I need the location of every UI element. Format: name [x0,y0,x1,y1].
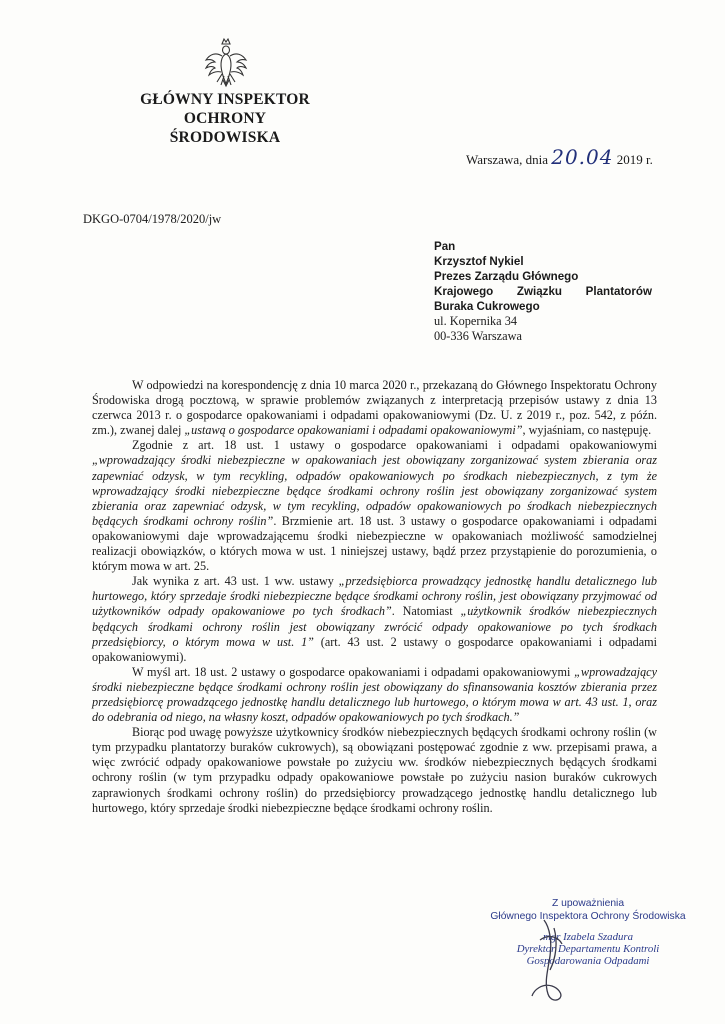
paragraph-1 [92,378,657,438]
date-year: 2019 r. [616,152,653,167]
addressee-salutation: Pan [434,240,456,253]
addressee-name: Krzysztof Nykiel [434,255,524,268]
p1-text-1: W odpowiedzi na korespondencję z dnia 10 marca 2020 r., przekazaną do Głównego Inspektoratu Ochrony Środowiska drogą pocztową, w sprawie problemów związanych z interpretacją przepisów ustawy z dnia 13 czerwca 2013 r. o gospodarce opakowaniami i odpadami opakowaniowymi (Dz. U. z 2019 r., poz. 542, z późn. zm.), zwanej dalej [92,378,657,438]
date-place: Warszawa, dnia [466,152,548,167]
issuer-heading [130,90,320,147]
paragraph-5 [92,725,657,816]
stamp-line-1: Z upoważnienia [551,898,625,909]
addressee-position: Prezes Zarządu Głównego [434,270,579,283]
p3-italic-2: „użytkownik środków niebezpiecznych będących środkami ochrony roślin jest obowiązany zwrócić odpady opakowaniowe po tych środkach przedsiębiorcy, o którym mowa w ust. 1” [92,604,657,649]
paragraph-4 [92,665,657,725]
p4-italic-1: „wprowadzający środki niebezpieczne będące środkami ochrony roślin jest obowiązany do sfinansowania kosztów zbierania przez przedsiębiorcę prowadzącego jednostkę handlu detalicznego lub hurtowego, o którym mowa w art. 43 ust. 1, oraz do odebrania od niego, na własny koszt, odpadów opakowaniowych po tych środkach.” [92,664,657,725]
addressee-block [434,239,652,344]
p3-text-1: Jak wynika z art. 43 ust. 1 ww. ustawy [132,574,339,589]
p4-text-1: W myśl art. 18 ust. 2 ustawy o gospodarce opakowaniami i odpadami opakowaniowymi [132,664,575,679]
reference-number: DKGO-0704/1978/2020/jw [83,212,222,226]
issuer-line-1: GŁÓWNY INSPEKTOR [140,91,310,108]
stamp-title-1: Dyrektor Departamentu Kontroli [516,943,660,956]
addressee-city: 00-336 Warszawa [434,329,522,343]
stamp-title-2: Gospodarowania Odpadami [526,955,650,968]
stamp-line-2: Głównego Inspektora Ochrony Środowiska [490,910,686,922]
p1-text-2: , wyjaśniam, co następuję. [522,423,652,438]
p2-italic-1: „wprowadzający środki niebezpieczne w opakowaniach jest obowiązany zorganizować system zbierania oraz zapewniać odzysk, w tym recykling, odpadów opakowaniowych po środkach niebezpiecznych, z tym że wprowadzający środki niebezpieczne będące środkami ochrony roślin jest obowiązany zorganizować system zbierania oraz zapewniać odzysk, w tym recykling, odpadów opakowaniowych po środkach niebezpiecznych będących środkami ochrony roślin” [92,453,657,528]
letter-body [92,378,657,816]
handwritten-signature-icon [514,916,584,1006]
p3-text-3: (art. 43 ust. 2 ustawy o gospodarce opakowaniami i odpadami opakowaniowymi). [92,634,657,664]
p3-italic-1: „przedsiębiorca prowadzący jednostkę handlu detalicznego lub hurtowego, który sprzedaje środki niebezpieczne będące środkami ochrony roślin, jest obowiązany przyjmować od użytkowników odpady opakowaniowe po tych środkach” [92,574,657,619]
addressee-organization-1: Krajowego Związku Plantatorów [434,285,652,298]
paragraph-2 [92,438,657,574]
issuer-line-2: OCHRONY ŚRODOWISKA [169,110,281,146]
addressee-street: ul. Kopernika 34 [434,314,517,328]
addressee-organization-2: Buraka Cukrowego [434,300,540,313]
p2-text-1: Zgodnie z art. 18 ust. 1 ustawy o gospodarce opakowaniami i odpadami opakowaniowymi [132,438,657,453]
stamp-name: mgr Izabela Szadura [543,931,633,943]
p3-text-2: . Natomiast [391,604,461,619]
p5-text-1: Biorąc pod uwagę powyższe użytkownicy środków niebezpiecznych będących środkami ochrony roślin (w tym przypadku plantatorzy buraków cukrowych), są obowiązani postępować zgodnie z ww. przepisami prawa, a więc zwrócić odpady opakowaniowe powstałe po zużyciu ww. środków niebezpiecznych będących środkami ochrony roślin (w tym przypadku odpady opakowaniowe powstałe po zużyciu nasion buraków cukrowych zaprawionych środkami ochrony roślin) do przedsiębiorcy prowadzącego jednostkę handlu detalicznego lub hurtowego, który sprzedaje środki niebezpieczne będące środkami ochrony roślin. [92,725,657,815]
authorization-stamp [464,898,712,968]
handwritten-date: 20.04 [551,145,614,169]
polish-eagle-emblem-icon [203,36,249,88]
date-line [466,145,653,169]
p2-text-2: . Brzmienie art. 18 ust. 3 ustawy o gospodarce opakowaniami i odpadami opakowaniowymi daje wprowadzającemu środki niebezpieczne w opakowaniach możliwość samodzielnej realizacji obowiązków, o których mowa w ust. 1 niniejszej ustawy, bądź przez przystąpienie do porozumienia, o którym mowa w art. 25. [92,513,658,574]
paragraph-3 [92,574,657,665]
p1-italic-1: „ustawą o gospodarce opakowaniami i odpadami opakowaniowymi” [184,423,523,438]
